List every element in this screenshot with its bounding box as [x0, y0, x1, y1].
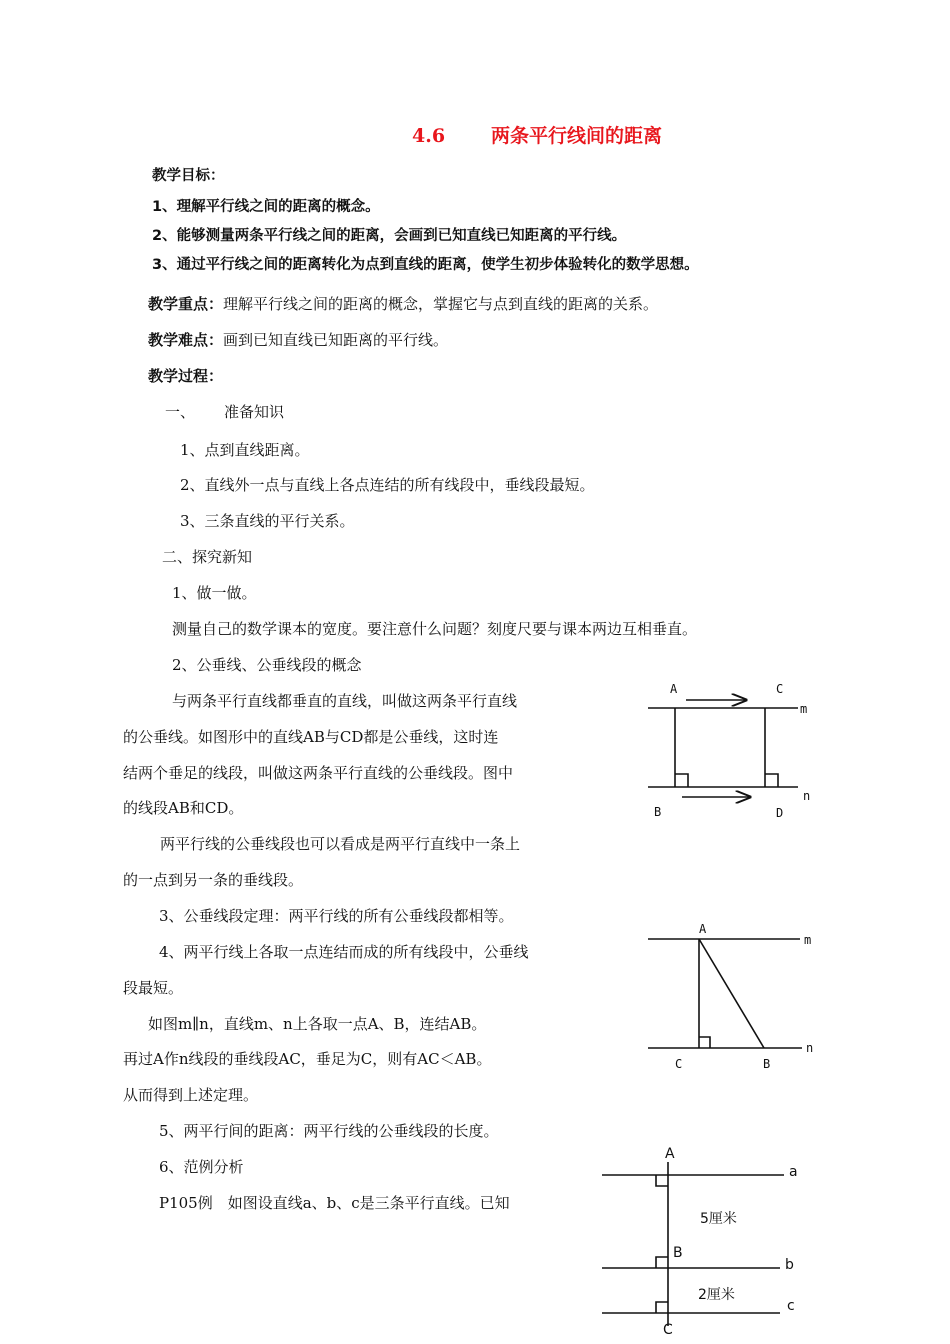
section1-item: 3、三条直线的平行关系。 — [180, 512, 355, 530]
label-B: B — [673, 1245, 683, 1261]
theorem: 3、公垂线段定理：两平行线的所有公垂线段都相等。 — [159, 907, 514, 925]
right-angle-mark — [765, 774, 778, 787]
objective-item: 1、理解平行线之间的距离的概念。 — [152, 199, 380, 215]
paragraph: 测量自己的数学课本的宽度。要注意什么问题？刻度尺要与课本两边互相垂直。 — [172, 620, 698, 638]
difficulty-text: 画到已知直线已知距离的平行线。 — [223, 331, 449, 349]
right-angle-mark — [699, 1037, 710, 1048]
label-A: A — [670, 682, 678, 696]
label-b: b — [785, 1257, 794, 1273]
label-c: c — [787, 1298, 795, 1314]
key-point-text: 理解平行线之间的距离的概念，掌握它与点到直线的距离的关系。 — [223, 295, 659, 313]
objective-item: 2、能够测量两条平行线之间的距离，会画到已知直线已知距离的平行线。 — [152, 228, 627, 244]
label-n: n — [806, 1041, 814, 1055]
difficulty-label: 教学难点： — [148, 331, 224, 349]
definition: 5、两平行间的距离：两平行线的公垂线段的长度。 — [159, 1122, 499, 1140]
paragraph-line: 的公垂线。如图形中的直线AB与CD都是公垂线，这时连 — [123, 728, 499, 746]
section1-item: 1、点到直线距离。 — [180, 441, 310, 459]
label-A: A — [665, 1146, 675, 1162]
right-angle-mark — [656, 1302, 668, 1313]
paragraph: 2、公垂线、公垂线段的概念 — [172, 656, 362, 674]
section1-heading: 准备知识 — [224, 403, 285, 421]
paragraph: P105例 如图设直线a、b、c是三条平行直线。已知 — [159, 1194, 510, 1212]
paragraph-line: 两平行线的公垂线段也可以看成是两平行直线中一条上 — [160, 835, 521, 853]
paragraph-line: 再过A作n线段的垂线段AC，垂足为C，则有AC＜AB。 — [123, 1050, 492, 1068]
section1-number: 一、 — [165, 403, 196, 421]
label-m: m — [800, 702, 808, 716]
objective-item: 3、通过平行线之间的距离转化为点到直线的距离，使学生初步体验转化的数学思想。 — [152, 257, 699, 273]
lesson-number: 4.6 — [412, 125, 446, 147]
right-angle-mark — [656, 1257, 668, 1268]
label-B: B — [763, 1057, 771, 1071]
process-label: 教学过程： — [148, 367, 224, 385]
distance-label: 5厘米 — [700, 1211, 737, 1227]
paragraph-line: 4、两平行线上各取一点连结而成的所有线段中，公垂线 — [159, 943, 529, 961]
paragraph-line: 的一点到另一条的垂线段。 — [123, 871, 304, 889]
segment-AB — [699, 939, 764, 1048]
label-m: m — [804, 933, 812, 947]
label-B: B — [654, 805, 662, 819]
distance-label: 2厘米 — [698, 1287, 735, 1303]
section1-item: 2、直线外一点与直线上各点连结的所有线段中，垂线段最短。 — [180, 476, 595, 494]
label-C: C — [675, 1057, 683, 1071]
section2-heading: 二、探究新知 — [162, 548, 253, 566]
paragraph: 6、范例分析 — [159, 1158, 244, 1176]
paragraph-line: 如图m∥n，直线m、n上各取一点A、B，连结AB。 — [148, 1015, 487, 1033]
label-D: D — [776, 806, 784, 820]
paragraph-line: 结两个垂足的线段，叫做这两条平行直线的公垂线段。图中 — [123, 764, 514, 782]
label-A: A — [699, 922, 707, 936]
label-C: C — [663, 1322, 673, 1338]
label-a: a — [789, 1164, 798, 1180]
page-title: 两条平行线间的距离 — [491, 125, 663, 147]
paragraph-line: 从而得到上述定理。 — [123, 1086, 259, 1104]
label-n: n — [803, 789, 811, 803]
label-C: C — [776, 682, 784, 696]
objectives-heading: 教学目标： — [152, 168, 225, 184]
paragraph-line: 的线段AB和CD。 — [123, 799, 244, 817]
right-angle-mark — [656, 1175, 668, 1186]
paragraph-line: 段最短。 — [123, 979, 184, 997]
right-angle-mark — [675, 774, 688, 787]
key-point-label: 教学重点： — [148, 295, 224, 313]
paragraph-line: 与两条平行直线都垂直的直线，叫做这两条平行直线 — [172, 692, 518, 710]
paragraph: 1、做一做。 — [172, 584, 257, 602]
